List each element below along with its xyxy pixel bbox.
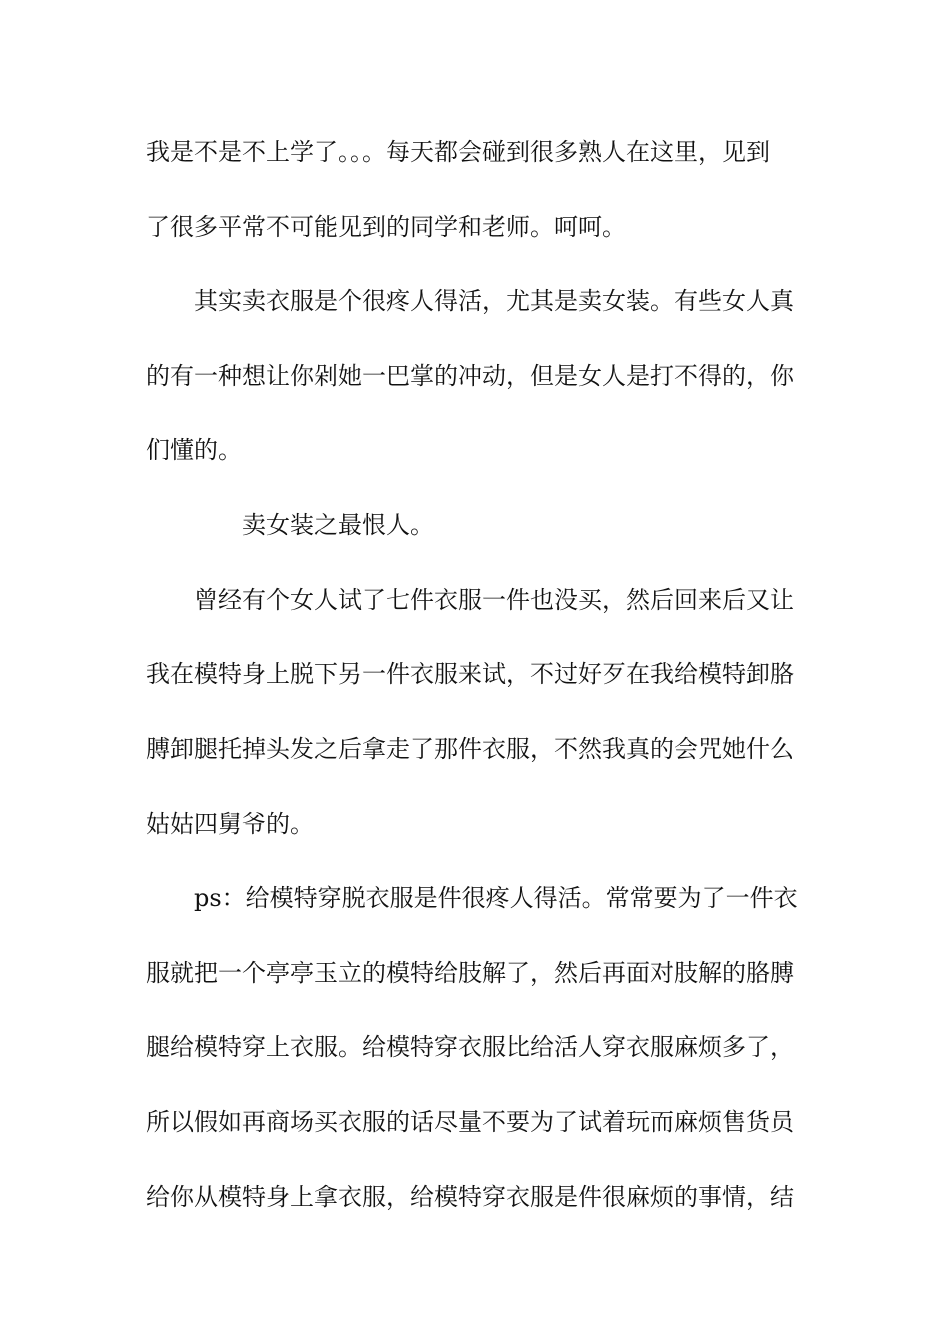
text-line: 曾经有个女人试了七件衣服一件也没买，然后回来后又让 bbox=[194, 586, 794, 614]
text-line: 腿给模特穿上衣服。给模特穿衣服比给活人穿衣服麻烦多了， bbox=[146, 1033, 794, 1061]
section-heading: 卖女装之最恨人。 bbox=[242, 511, 434, 539]
text-line: 们懂的。 bbox=[146, 436, 242, 464]
text-line: 所以假如再商场买衣服的话尽量不要为了试着玩而麻烦售货员 bbox=[146, 1108, 794, 1136]
text-line: 我在模特身上脱下另一件衣服来试，不过好歹在我给模特卸胳 bbox=[146, 660, 794, 688]
text-line: ps：给模特穿脱衣服是件很疼人得活。常常要为了一件衣 bbox=[194, 884, 798, 912]
text-line: 其实卖衣服是个很疼人得活，尤其是卖女装。有些女人真 bbox=[194, 287, 794, 315]
text-line: 膊卸腿托掉头发之后拿走了那件衣服，不然我真的会咒她什么 bbox=[146, 735, 794, 763]
text-line: 给你从模特身上拿衣服，给模特穿衣服是件很麻烦的事情，结 bbox=[146, 1183, 794, 1211]
text-line: 服就把一个亭亭玉立的模特给肢解了，然后再面对肢解的胳膊 bbox=[146, 959, 794, 987]
text-line: 姑姑四舅爷的。 bbox=[146, 810, 314, 838]
text-line: 的有一种想让你剁她一巴掌的冲动，但是女人是打不得的，你 bbox=[146, 362, 794, 390]
text-line: 我是不是不上学了。。。每天都会碰到很多熟人在这里，见到 bbox=[146, 138, 770, 166]
text-line: 了很多平常不可能见到的同学和老师。呵呵。 bbox=[146, 213, 626, 241]
